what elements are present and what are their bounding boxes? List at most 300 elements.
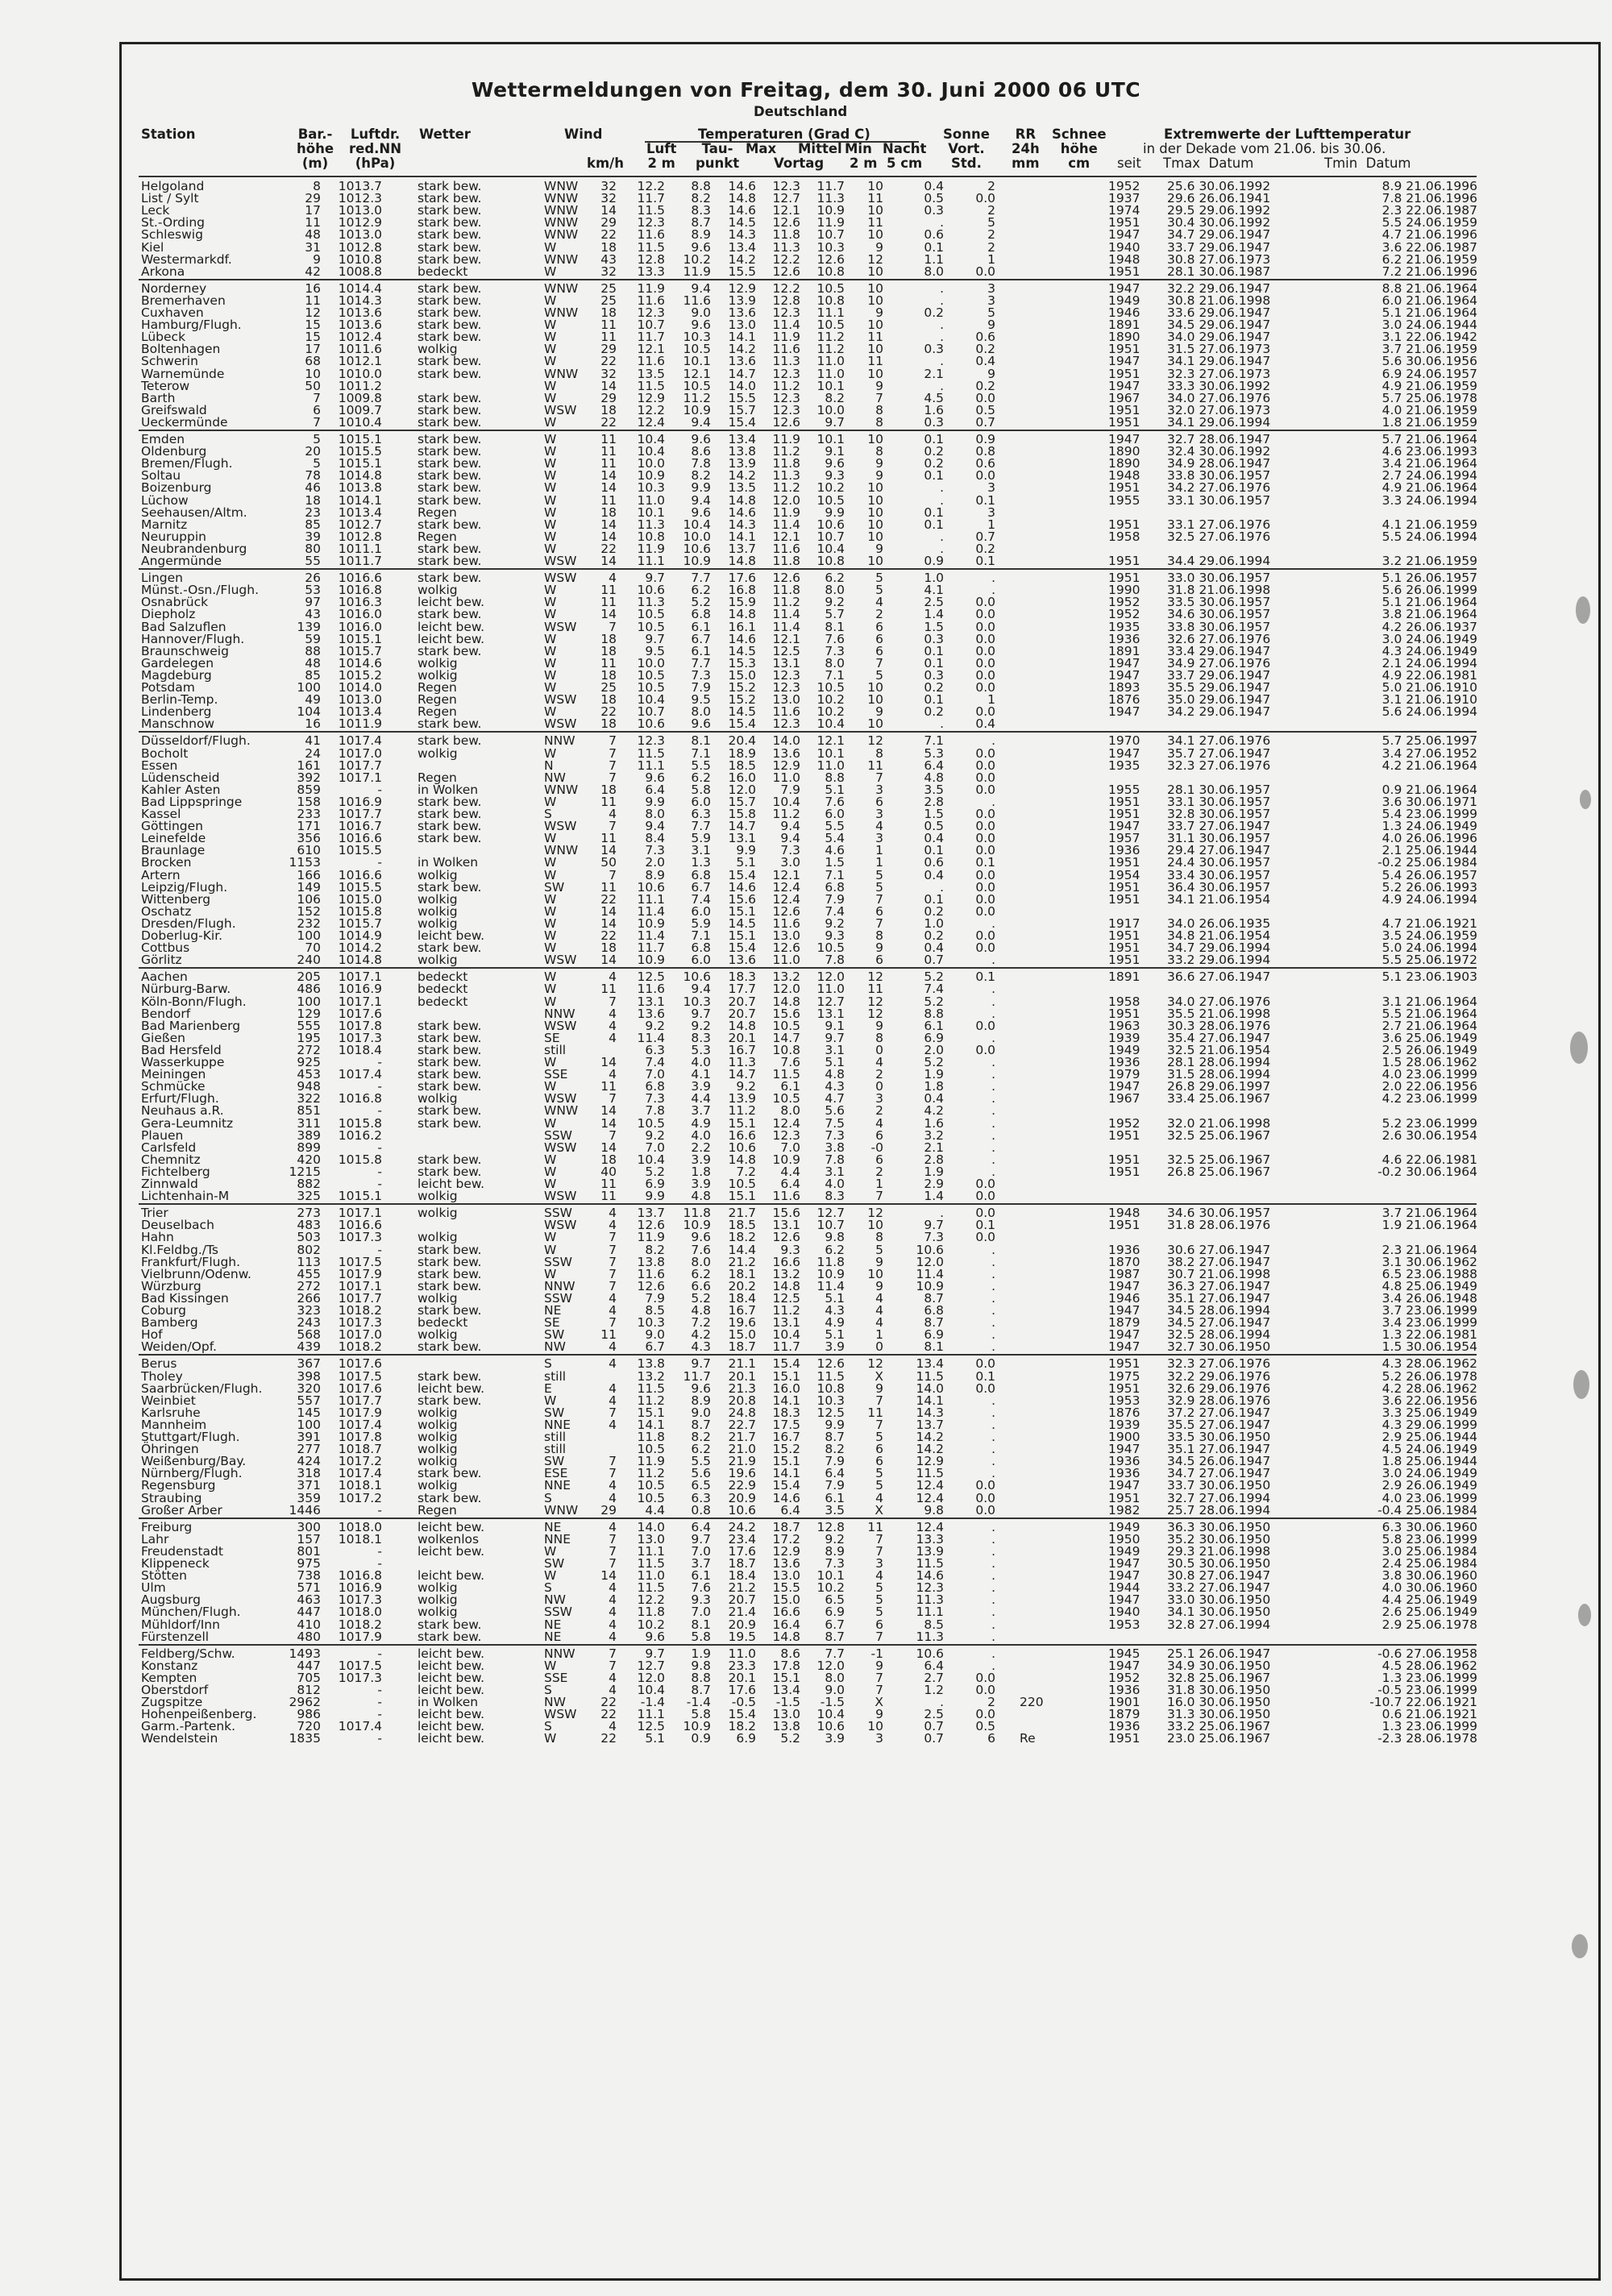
cell-luft-2m: 11.7 — [629, 942, 665, 954]
cell-rr-24h: . — [951, 1534, 995, 1546]
cell-rr-24h: . — [951, 1244, 995, 1256]
cell-sonne: 0.3 — [899, 205, 944, 217]
cell-taupunkt: 3.9 — [675, 1178, 711, 1190]
cell-seit: 1947 — [1108, 1081, 1145, 1093]
cell-tmin-datum: 3.6 22.06.1987 — [1328, 242, 1477, 254]
cell-luftdruck: 1009.8 — [330, 392, 382, 405]
cell-max-vortag: 14.6 — [720, 181, 756, 193]
cell-luft-2m: 9.6 — [629, 772, 665, 784]
cell-sonne: 10.6 — [899, 1648, 944, 1660]
cell-bar-hoehe: 55 — [272, 555, 321, 567]
header-deutschland: Deutschland — [754, 105, 847, 119]
cell-sonne: 0.1 — [899, 434, 944, 446]
cell-seit: 1954 — [1108, 870, 1145, 882]
cell-station: Freudenstadt — [141, 1546, 282, 1558]
cell-max-vortag: 18.2 — [720, 1231, 756, 1243]
cell-rr-24h: 2 — [951, 181, 995, 193]
cell-luft-2m: 9.0 — [629, 1329, 665, 1341]
cell-min-2m: 10.1 — [808, 434, 845, 446]
cell-wetter: Regen — [418, 682, 522, 694]
cell-seit: 1890 — [1108, 446, 1145, 458]
cell-min-2m: 3.5 — [808, 1505, 845, 1517]
cell-luftdruck: 1010.4 — [330, 417, 382, 429]
cell-sonne: . — [899, 1696, 944, 1709]
cell-wetter: stark bew. — [418, 608, 522, 621]
cell-station: Weißenburg/Bay. — [141, 1455, 282, 1468]
cell-wind-kmh: 11 — [584, 584, 617, 596]
cell-min-5cm: 9 — [853, 942, 883, 954]
cell-station: Kahler Asten — [141, 784, 282, 796]
table-row — [137, 217, 1475, 229]
table-row — [137, 1244, 1475, 1256]
cell-mittel-vortag: 11.6 — [764, 1190, 800, 1202]
cell-wetter: stark bew. — [418, 446, 522, 458]
cell-rr-24h: 0.1 — [951, 857, 995, 869]
cell-taupunkt: 10.9 — [675, 1721, 711, 1733]
cell-wind-richtung: WNW — [544, 254, 584, 266]
cell-rr-24h: 0.5 — [951, 1721, 995, 1733]
cell-station: Augsburg — [141, 1594, 282, 1606]
table-row — [137, 930, 1475, 942]
table-row — [137, 1582, 1475, 1594]
group-separator — [139, 731, 1477, 733]
cell-min-2m: 10.5 — [808, 942, 845, 954]
cell-min-2m: 6.1 — [808, 1493, 845, 1505]
table-row — [137, 1371, 1475, 1383]
cell-station: Angermünde — [141, 555, 282, 567]
cell-wind-kmh: 14 — [584, 555, 617, 567]
cell-luftdruck: 1015.7 — [330, 646, 382, 658]
cell-wind-richtung: WSW — [544, 1190, 584, 1202]
cell-luftdruck: 1017.2 — [330, 1455, 382, 1468]
cell-min-2m: 7.1 — [808, 670, 845, 682]
cell-taupunkt: 6.2 — [675, 1268, 711, 1281]
cell-rr-24h: 3 — [951, 507, 995, 519]
cell-taupunkt: 7.6 — [675, 1582, 711, 1594]
cell-station: Schmücke — [141, 1081, 282, 1093]
cell-luft-2m: 4.4 — [629, 1505, 665, 1517]
cell-luft-2m: 10.4 — [629, 1684, 665, 1696]
cell-max-vortag: 13.9 — [720, 295, 756, 307]
cell-min-5cm: 4 — [853, 1493, 883, 1505]
cell-luft-2m: 10.0 — [629, 458, 665, 470]
cell-sonne: 2.1 — [899, 1142, 944, 1154]
table-row — [137, 495, 1475, 507]
cell-taupunkt: 9.4 — [675, 983, 711, 995]
cell-wind-kmh: 11 — [584, 495, 617, 507]
table-row — [137, 266, 1475, 278]
cell-tmin-datum: 4.5 24.06.1949 — [1328, 1443, 1477, 1455]
table-row — [137, 1696, 1475, 1709]
cell-luft-2m: -1.4 — [629, 1696, 665, 1709]
cell-sonne: 7.1 — [899, 735, 944, 747]
cell-wind-richtung: W — [544, 918, 584, 930]
cell-luftdruck: - — [330, 1648, 382, 1660]
cell-tmin-datum: 1.9 21.06.1964 — [1328, 1219, 1477, 1231]
cell-luftdruck: 1017.3 — [330, 1231, 382, 1243]
cell-luft-2m: 9.7 — [629, 572, 665, 584]
cell-min-2m: 6.9 — [808, 1606, 845, 1618]
table-row — [137, 1660, 1475, 1672]
cell-tmax-datum: 29.4 27.06.1947 — [1167, 845, 1332, 857]
cell-max-vortag: 14.5 — [720, 217, 756, 229]
cell-luft-2m: 13.3 — [629, 266, 665, 278]
cell-mittel-vortag: 15.1 — [764, 1672, 800, 1684]
cell-min-5cm: 7 — [853, 1190, 883, 1202]
cell-seit: 1951 — [1108, 217, 1145, 229]
table-row — [137, 1130, 1475, 1142]
cell-min-2m: 10.8 — [808, 1383, 845, 1395]
cell-luft-2m: 12.4 — [629, 417, 665, 429]
cell-min-5cm: 5 — [853, 584, 883, 596]
table-row — [137, 820, 1475, 832]
cell-wind-richtung: W — [544, 470, 584, 482]
cell-max-vortag: 15.1 — [720, 930, 756, 942]
cell-sonne: 12.9 — [899, 1455, 944, 1468]
cell-min-2m: 9.3 — [808, 930, 845, 942]
cell-max-vortag: 15.4 — [720, 870, 756, 882]
cell-wind-richtung: WSW — [544, 405, 584, 417]
cell-max-vortag: 18.9 — [720, 748, 756, 760]
cell-luft-2m: 11.5 — [629, 205, 665, 217]
cell-min-2m: 11.0 — [808, 355, 845, 367]
table-row — [137, 808, 1475, 820]
cell-max-vortag: 14.6 — [720, 882, 756, 894]
cell-station: Oberstdorf — [141, 1684, 282, 1696]
cell-luft-2m: 11.6 — [629, 355, 665, 367]
table-row — [137, 882, 1475, 894]
table-row — [137, 1684, 1475, 1696]
cell-sonne: 11.5 — [899, 1468, 944, 1480]
cell-sonne: 1.6 — [899, 405, 944, 417]
cell-taupunkt: 9.6 — [675, 718, 711, 730]
cell-rr-24h: 0.6 — [951, 458, 995, 470]
cell-sonne: . — [899, 495, 944, 507]
cell-rr-24h: 0.0 — [951, 621, 995, 633]
cell-tmin-datum: 2.6 25.06.1949 — [1328, 1606, 1477, 1618]
cell-station: Lahr — [141, 1534, 282, 1546]
cell-wind-richtung: S — [544, 1721, 584, 1733]
cell-min-2m: 9.7 — [808, 1032, 845, 1044]
cell-wetter: leicht bew. — [418, 1570, 522, 1582]
cell-wind-kmh: 4 — [584, 1069, 617, 1081]
cell-mittel-vortag: 18.3 — [764, 1407, 800, 1419]
cell-max-vortag: 21.3 — [720, 1383, 756, 1395]
cell-luftdruck: 1013.4 — [330, 706, 382, 718]
cell-mittel-vortag: 11.8 — [764, 555, 800, 567]
cell-luft-2m: 12.0 — [629, 1672, 665, 1684]
cell-luftdruck: 1017.7 — [330, 808, 382, 820]
cell-min-2m: 11.2 — [808, 343, 845, 355]
cell-wetter: Regen — [418, 1505, 522, 1517]
cell-wetter: stark bew. — [418, 1631, 522, 1643]
cell-station: Bad Lippspringe — [141, 796, 282, 808]
cell-seit: 1879 — [1108, 1317, 1145, 1329]
table-row — [137, 1443, 1475, 1455]
cell-sonne: 14.6 — [899, 1570, 944, 1582]
cell-wind-kmh: 14 — [584, 205, 617, 217]
cell-bar-hoehe: 16 — [272, 718, 321, 730]
cell-min-5cm: 11 — [853, 193, 883, 205]
cell-mittel-vortag: 12.3 — [764, 670, 800, 682]
cell-min-5cm: 9 — [853, 470, 883, 482]
group-separator — [139, 1203, 1477, 1205]
cell-mittel-vortag: -1.5 — [764, 1696, 800, 1709]
cell-wind-kmh: 18 — [584, 646, 617, 658]
cell-min-2m: 5.1 — [808, 1057, 845, 1069]
cell-min-5cm: 8 — [853, 1032, 883, 1044]
cell-max-vortag: 14.5 — [720, 646, 756, 658]
cell-bar-hoehe: 801 — [272, 1546, 321, 1558]
cell-sonne: 14.2 — [899, 1443, 944, 1455]
cell-mittel-vortag: 13.0 — [764, 1709, 800, 1721]
cell-max-vortag: 18.7 — [720, 1558, 756, 1570]
cell-luft-2m: 10.5 — [629, 608, 665, 621]
cell-luft-2m: 10.8 — [629, 531, 665, 543]
header-sonne: Sonne Vort. Std. — [943, 127, 990, 171]
cell-max-vortag: 14.8 — [720, 608, 756, 621]
cell-wind-richtung: W — [544, 1118, 584, 1130]
cell-seit: 1947 — [1108, 658, 1145, 670]
cell-wetter: wolkenlos — [418, 1534, 522, 1546]
cell-tmax-datum: 33.6 29.06.1947 — [1167, 307, 1332, 319]
cell-wetter: wolkig — [418, 1407, 522, 1419]
cell-tmax-datum: 34.7 29.06.1994 — [1167, 942, 1332, 954]
cell-max-vortag: 15.2 — [720, 682, 756, 694]
cell-sonne: 0.1 — [899, 242, 944, 254]
cell-mittel-vortag: 15.2 — [764, 1443, 800, 1455]
cell-station: Garm.-Partenk. — [141, 1721, 282, 1733]
cell-min-5cm: 8 — [853, 1231, 883, 1243]
cell-luftdruck: 1009.7 — [330, 405, 382, 417]
cell-max-vortag: 14.8 — [720, 193, 756, 205]
cell-max-vortag: 6.9 — [720, 1733, 756, 1745]
cell-taupunkt: 5.2 — [675, 1293, 711, 1305]
cell-seit: 1952 — [1108, 596, 1145, 608]
cell-seit: 1940 — [1108, 1606, 1145, 1618]
cell-tmin-datum: 3.0 24.06.1949 — [1328, 633, 1477, 646]
cell-min-5cm: 10 — [853, 482, 883, 494]
cell-rr-24h: 0.0 — [951, 596, 995, 608]
table-row — [137, 1733, 1475, 1745]
cell-station: Stötten — [141, 1570, 282, 1582]
cell-tmax-datum: 32.3 27.06.1976 — [1167, 1358, 1332, 1370]
cell-tmin-datum: 4.6 23.06.1993 — [1328, 446, 1477, 458]
cell-bar-hoehe: 975 — [272, 1558, 321, 1570]
cell-taupunkt: 6.1 — [675, 621, 711, 633]
cell-luftdruck: 1013.6 — [330, 319, 382, 331]
cell-min-2m: 8.0 — [808, 1672, 845, 1684]
cell-luft-2m: 10.2 — [629, 1619, 665, 1631]
cell-station: Neuruppin — [141, 531, 282, 543]
table-row — [137, 355, 1475, 367]
cell-luft-2m: 9.2 — [629, 1020, 665, 1032]
cell-mittel-vortag: 12.8 — [764, 295, 800, 307]
cell-station: Bremerhaven — [141, 295, 282, 307]
cell-wind-kmh: 7 — [584, 1231, 617, 1243]
cell-station: Brocken — [141, 857, 282, 869]
cell-station: Straubing — [141, 1493, 282, 1505]
cell-seit: 1949 — [1108, 1044, 1145, 1057]
cell-wind-kmh: 11 — [584, 434, 617, 446]
cell-luftdruck: 1010.8 — [330, 254, 382, 266]
cell-wind-kmh: 4 — [584, 1020, 617, 1032]
cell-max-vortag: 24.8 — [720, 1407, 756, 1419]
cell-bar-hoehe: 104 — [272, 706, 321, 718]
cell-bar-hoehe: 812 — [272, 1684, 321, 1696]
cell-max-vortag: 13.4 — [720, 242, 756, 254]
cell-bar-hoehe: 53 — [272, 584, 321, 596]
cell-wind-kmh: 4 — [584, 1207, 617, 1219]
cell-wetter: stark bew. — [418, 1619, 522, 1631]
cell-sonne: 8.8 — [899, 1008, 944, 1020]
cell-min-5cm: 4 — [853, 596, 883, 608]
cell-tmin-datum: 2.0 22.06.1956 — [1328, 1081, 1477, 1093]
cell-seit: 1982 — [1108, 1505, 1145, 1517]
cell-wind-kmh: 11 — [584, 1329, 617, 1341]
cell-luftdruck: 1016.9 — [330, 796, 382, 808]
cell-sonne: 14.0 — [899, 1383, 944, 1395]
cell-tmin-datum: 1.8 21.06.1959 — [1328, 417, 1477, 429]
cell-min-5cm: 9 — [853, 543, 883, 555]
cell-luftdruck: 1012.3 — [330, 193, 382, 205]
cell-tmax-datum: 33.0 30.06.1957 — [1167, 572, 1332, 584]
cell-wind-kmh: 4 — [584, 1480, 617, 1492]
cell-wind-kmh: 7 — [584, 1093, 617, 1105]
table-row — [137, 1166, 1475, 1178]
cell-max-vortag: 18.3 — [720, 971, 756, 983]
cell-seit: 1948 — [1108, 1207, 1145, 1219]
cell-tmax-datum: 36.3 30.06.1950 — [1167, 1522, 1332, 1534]
cell-max-vortag: 16.0 — [720, 772, 756, 784]
cell-luft-2m: 12.1 — [629, 343, 665, 355]
cell-min-5cm: 12 — [853, 254, 883, 266]
cell-wetter: wolkig — [418, 894, 522, 906]
cell-bar-hoehe: 356 — [272, 832, 321, 845]
cell-wetter: stark bew. — [418, 1468, 522, 1480]
cell-sonne: . — [899, 283, 944, 295]
cell-seit: 1949 — [1108, 1546, 1145, 1558]
cell-wind-kmh: 7 — [584, 1558, 617, 1570]
cell-luft-2m: 13.2 — [629, 1371, 665, 1383]
cell-mittel-vortag: 6.4 — [764, 1505, 800, 1517]
cell-sonne: 0.7 — [899, 954, 944, 966]
cell-min-2m: 12.6 — [808, 254, 845, 266]
cell-station: Nürburg-Barw. — [141, 983, 282, 995]
cell-min-5cm: 6 — [853, 1455, 883, 1468]
cell-taupunkt: 5.8 — [675, 784, 711, 796]
header-kmh: km/h — [587, 156, 624, 171]
cell-luft-2m: 10.3 — [629, 1317, 665, 1329]
cell-max-vortag: 21.1 — [720, 1358, 756, 1370]
cell-mittel-vortag: 11.2 — [764, 596, 800, 608]
cell-sonne: 11.3 — [899, 1631, 944, 1643]
cell-luftdruck: 1017.0 — [330, 748, 382, 760]
cell-max-vortag: 24.2 — [720, 1522, 756, 1534]
cell-bar-hoehe: 1215 — [272, 1166, 321, 1178]
cell-taupunkt: 9.6 — [675, 507, 711, 519]
cell-bar-hoehe: 100 — [272, 682, 321, 694]
cell-tmin-datum: 1.3 22.06.1981 — [1328, 1329, 1477, 1341]
cell-tmax-datum: 33.4 30.06.1957 — [1167, 870, 1332, 882]
cell-wind-richtung: W — [544, 266, 584, 278]
cell-bar-hoehe: 232 — [272, 918, 321, 930]
cell-wind-richtung: W — [544, 1166, 584, 1178]
cell-taupunkt: 10.9 — [675, 555, 711, 567]
cell-tmin-datum: 2.3 22.06.1987 — [1328, 205, 1477, 217]
cell-tmin-datum: 3.3 24.06.1994 — [1328, 495, 1477, 507]
cell-seit: 1935 — [1108, 621, 1145, 633]
cell-tmax-datum: 33.0 30.06.1950 — [1167, 1594, 1332, 1606]
cell-wind-richtung: NNE — [544, 1480, 584, 1492]
cell-tmax-datum: 34.2 29.06.1947 — [1167, 706, 1332, 718]
cell-wetter: stark bew. — [418, 735, 522, 747]
cell-bar-hoehe: 12 — [272, 307, 321, 319]
cell-wetter: stark bew. — [418, 832, 522, 845]
cell-seit: 1955 — [1108, 495, 1145, 507]
cell-max-vortag: 13.4 — [720, 434, 756, 446]
cell-tmax-datum: 32.5 27.06.1976 — [1167, 531, 1332, 543]
cell-taupunkt: 6.0 — [675, 796, 711, 808]
cell-station: Hannover/Flugh. — [141, 633, 282, 646]
cell-sonne: 0.5 — [899, 193, 944, 205]
cell-tmax-datum: 31.1 30.06.1957 — [1167, 832, 1332, 845]
cell-sonne: 2.9 — [899, 1178, 944, 1190]
cell-wind-richtung: WNW — [544, 368, 584, 380]
cell-sonne: 5.2 — [899, 996, 944, 1008]
cell-tmax-datum: 34.0 27.06.1976 — [1167, 392, 1332, 405]
table-row — [137, 1154, 1475, 1166]
cell-station: Greifswald — [141, 405, 282, 417]
cell-luft-2m: 11.5 — [629, 1558, 665, 1570]
cell-bar-hoehe: 48 — [272, 658, 321, 670]
cell-max-vortag: 19.6 — [720, 1317, 756, 1329]
cell-wind-kmh: 7 — [584, 1407, 617, 1419]
cell-wind-kmh: 25 — [584, 283, 617, 295]
cell-tmin-datum: 3.6 25.06.1949 — [1328, 1032, 1477, 1044]
cell-tmin-datum: 3.0 25.06.1984 — [1328, 1546, 1477, 1558]
table-row — [137, 519, 1475, 531]
cell-bar-hoehe: 273 — [272, 1207, 321, 1219]
cell-min-5cm: 11 — [853, 331, 883, 343]
cell-min-2m: 10.8 — [808, 295, 845, 307]
table-row — [137, 1648, 1475, 1660]
cell-min-5cm: 9 — [853, 1281, 883, 1293]
cell-seit: 1951 — [1108, 1130, 1145, 1142]
cell-tmin-datum: 3.6 30.06.1971 — [1328, 796, 1477, 808]
header-wetter: Wetter — [419, 127, 471, 142]
table-row — [137, 1093, 1475, 1105]
cell-luftdruck: 1013.7 — [330, 181, 382, 193]
cell-station: Lingen — [141, 572, 282, 584]
cell-min-5cm: 9 — [853, 1709, 883, 1721]
cell-tmin-datum: 4.2 23.06.1999 — [1328, 1093, 1477, 1105]
cell-mittel-vortag: 11.4 — [764, 608, 800, 621]
cell-mittel-vortag: 6.1 — [764, 1081, 800, 1093]
cell-sonne: 6.8 — [899, 1305, 944, 1317]
cell-station: München/Flugh. — [141, 1606, 282, 1618]
cell-luftdruck: 1014.0 — [330, 682, 382, 694]
cell-luftdruck: 1017.3 — [330, 1594, 382, 1606]
cell-luft-2m: 11.5 — [629, 1582, 665, 1594]
cell-luftdruck: - — [330, 784, 382, 796]
cell-wind-kmh: 18 — [584, 942, 617, 954]
cell-wetter: bedeckt — [418, 983, 522, 995]
cell-tmin-datum: 4.0 21.06.1959 — [1328, 405, 1477, 417]
cell-tmax-datum: 32.6 27.06.1976 — [1167, 633, 1332, 646]
cell-luftdruck: 1015.1 — [330, 1190, 382, 1202]
cell-seit: 1947 — [1108, 1281, 1145, 1293]
